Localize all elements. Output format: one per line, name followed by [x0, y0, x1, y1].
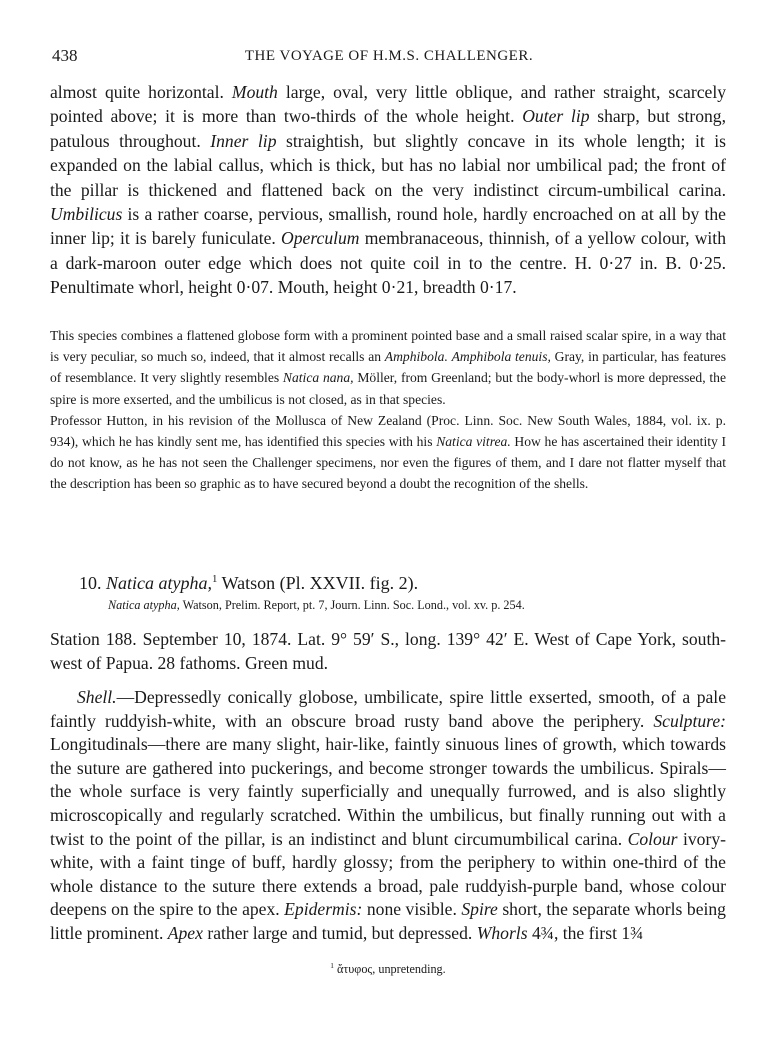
- term-spire: Spire: [461, 899, 498, 920]
- page-header: [52, 46, 726, 68]
- term-outer-lip: Outer lip: [522, 106, 590, 127]
- species-heading: 10. Natica atypha,$^1$ Watson (Pl. XXVII. fig. 2).: [79, 573, 419, 593]
- term-umbilicus: Umbilicus: [50, 204, 123, 225]
- term-operculum: Operculum: [281, 228, 360, 249]
- term-colour: Colour: [627, 828, 678, 849]
- term-whorls: Whorls: [476, 922, 528, 943]
- term-epidermis: Epidermis:: [284, 899, 363, 920]
- remarks-paragraph-1: This species combines a flattened globose form with a prominent pointed base and a small raised scalar spire, in a way that is very peculiar, so much so, indeed, that it almost recalls an Amphibola. Amphibola tenuis, Gray, in particular, has features of resemblance. It very slightly resembles Natica nana, Möller, from Greenland; but the body-whorl is more depressed, the spire is more exserted, and the umbilicus is not closed, as in that species.: [50, 328, 726, 407]
- footnote: $^1$ ἄτυφος, unpretending.: [330, 960, 446, 976]
- page-number: 438: [52, 46, 78, 65]
- term-apex: Apex: [167, 922, 203, 943]
- shell-description: [50, 686, 726, 946]
- term-sculpture: Sculpture:: [653, 710, 726, 731]
- species-citation: Natica atypha, Watson, Prelim. Report, pt. 7, Journ. Linn. Soc. Lond., vol. xv. p. 254.: [108, 598, 525, 612]
- description-continued: [50, 80, 726, 300]
- footnote-mark: 1: [212, 573, 218, 585]
- term-inner-lip: Inner lip: [210, 130, 277, 151]
- term-mouth: Mouth: [231, 82, 278, 102]
- remarks-paragraph-2: Professor Hutton, in his revision of the Mollusca of New Zealand (Proc. Linn. Soc. New South Wales, 1884, vol. ix. p. 934), which he has kindly sent me, has identified this species with his Natica vitrea. How he has ascertained their identity I do not know, as he has not seen the Challenger specimens, nor even the figures of them, and I dare not flatter myself that the description has been so graphic as to have secured beyond a doubt the recognition of the shells.: [50, 412, 727, 492]
- term-shell: Shell.: [77, 687, 117, 707]
- paragraph: Shell.—Depressedly conically globose, umbilicate, spire little exserted, smooth, of a pale faintly ruddyish-white, with an obscure broad rusty band above the periphery. Sculpture: Longitudinals—there are many slight, hair-like, faintly sinuous lines of growth, which towards the suture are gathered into puckerings, and become stronger towards the umbilicus. Spirals—the whole surface is very faintly superficially and unequally furrowed, and is also slightly microscopically and regularly scratched. Within the umbilicus, but finally running out with a twist to the point of the pillar, is an indistinct and blunt circumumbilical carina. Colour ivory-white, with a faint tinge of buff, hardly glossy; from the periphery to within one-third of the whole distance to the suture there extends a broad, pale ruddyish-purple band, whose colour deepens on the spire to the apex. Epidermis: none visible. Spire short, the separate whorls being little prominent. Apex rather large and tumid, but depressed. Whorls 4¾, the first 1¾: [50, 687, 726, 943]
- paragraph: almost quite horizontal. Mouth large, oval, very little oblique, and rather straight, scarcely pointed above; it is more than two-thirds of the whole height. Outer lip sharp, but strong, patulous throughout. Inner lip straightish, but slightly concave in its whole length; it is expanded on the labial callus, which is thick, but has no labial nor umbilical pad; the front of the pillar is thickened and flattened back on the very indistinct circum-umbilical carina. Umbilicus is a rather coarse, pervious, smallish, round hole, hardly encroached on at all by the inner lip; it is barely funiculate. Operculum membranaceous, thinnish, of a yellow colour, with a dark-maroon outer edge which does not quite coil in to the centre. H. 0·27 in. B. 0·25. Penultimate whorl, height 0·07. Mouth, height 0·21, breadth 0·17.: [50, 82, 727, 298]
- station-record: Station 188. September 10, 1874. Lat. 9° 59′ S., long. 139° 42′ E. West of Cape York, south-west of Papua. 28 fathoms. Green mud.: [50, 629, 726, 673]
- remarks: [50, 325, 726, 495]
- running-title: THE VOYAGE OF H.M.S. CHALLENGER.: [244, 48, 534, 64]
